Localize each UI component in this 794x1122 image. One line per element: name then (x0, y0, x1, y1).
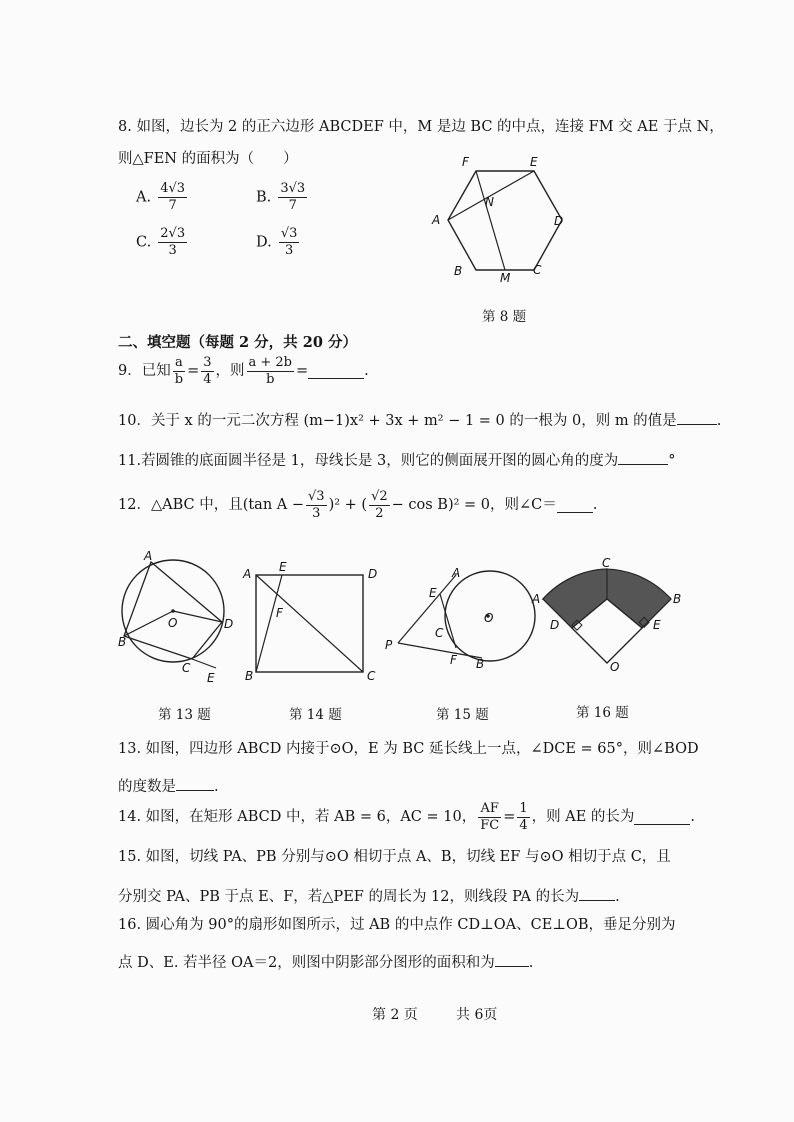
section-2-heading: 二、填空题（每题 2 分，共 20 分） (118, 334, 357, 351)
fig8-caption: 第 8 题 (482, 309, 527, 325)
pt-F: F (276, 606, 283, 620)
segment-be (256, 575, 282, 672)
fig14-rectangle (238, 558, 388, 688)
q12-answer-blank[interactable] (557, 511, 593, 513)
q10: 10．关于 x 的一元二次方程 (m−1)x² + 3x + m² − 1 = 0 的一根为 0，则 m 的值是 . (118, 413, 722, 429)
q10-answer-blank[interactable] (677, 423, 717, 425)
q16-answer-blank[interactable] (495, 965, 529, 967)
fig15-tangents (380, 560, 540, 672)
pt-B: B (245, 669, 254, 683)
pt-D: D (550, 618, 560, 632)
pt-O: O (610, 660, 620, 674)
pt-B: B (454, 264, 463, 278)
q11-answer-blank[interactable] (618, 463, 668, 465)
pt-E: E (207, 671, 215, 685)
fig14-caption: 第 14 题 (289, 707, 342, 723)
pt-B: B (673, 592, 682, 606)
pt-P: P (385, 638, 393, 652)
pt-C: C (367, 669, 376, 683)
fig16-sector (530, 555, 690, 680)
q8-line1: 8. 如图，边长为 2 的正六边形 ABCDEF 中，M 是边 BC 的中点，连接 FM 交 AE 于点 N， (118, 119, 724, 135)
diagonal-ac (256, 575, 363, 672)
pt-O: O (484, 611, 494, 625)
q15-answer-blank[interactable] (579, 899, 615, 901)
segment-ce (192, 659, 216, 668)
q14-answer-blank[interactable] (634, 823, 690, 825)
pt-A: A (144, 549, 153, 563)
hexagon-shape (448, 171, 562, 270)
q13-answer-blank[interactable] (176, 789, 214, 791)
q15-line2: 分别交 PA、PB 于点 E、F，若△PEF 的周长为 12，则线段 PA 的长为 . (118, 889, 620, 905)
fig13-circle (110, 548, 240, 688)
q8-option-c: C. $\frac{2√3}{3}$ (136, 226, 186, 258)
pt-A: A (452, 566, 461, 580)
pt-D: D (554, 214, 564, 228)
pt-B: B (118, 635, 127, 649)
pt-B: B (476, 657, 485, 671)
pt-A: A (432, 213, 441, 227)
q16-line2: 点 D、E. 若半径 OA＝2，则图中阴影部分图形的面积和为 . (118, 955, 534, 971)
pt-F: F (462, 155, 469, 169)
pt-D: D (224, 617, 234, 631)
pt-C: C (602, 556, 611, 570)
pt-N: N (485, 195, 494, 209)
q9-answer-blank[interactable] (308, 377, 364, 379)
footer-total-pages: 共 6页 (456, 1007, 498, 1023)
q15-line1: 15. 如图，切线 PA、PB 分别与⊙O 相切于点 A、B，切线 EF 与⊙O 相切于点 C，且 (118, 849, 671, 865)
pt-C: C (182, 661, 191, 675)
fig8-hexagon (420, 150, 590, 285)
q8-option-d: D. $\frac{√3}{3}$ (256, 226, 298, 258)
pt-C: C (435, 626, 444, 640)
pt-A: A (532, 592, 541, 606)
pt-A: A (243, 567, 252, 581)
tangent-pb (398, 643, 482, 658)
fig16-caption: 第 16 题 (576, 705, 629, 721)
fig15-caption: 第 15 题 (436, 707, 489, 723)
pt-E: E (429, 586, 437, 600)
q8-option-b: B. $\frac{3√3}{7}$ (256, 181, 306, 213)
footer-page-number: 第 2 页 (372, 1007, 418, 1023)
segment-fm (476, 171, 505, 270)
pt-E: E (530, 155, 538, 169)
pt-F: F (450, 653, 457, 667)
fig13-caption: 第 13 题 (158, 707, 211, 723)
pt-D: D (368, 567, 378, 581)
pt-O: O (168, 616, 178, 630)
tangent-pa (398, 575, 456, 643)
q8-line2: 则△FEN 的面积为（ ） (118, 151, 298, 167)
q14: 14. 如图，在矩形 ABCD 中，若 AB = 6，AC = 10， $\frac{AF}{FC}$ = $\frac{1}{4}$ ，则 AE 的长为 . (118, 801, 696, 833)
q9: 9．已知 $\frac{a}{b}$ = $\frac{3}{4}$ ，则 $\frac{a + 2b}{b}$ = . (118, 355, 369, 387)
pt-M: M (500, 271, 511, 285)
q13-line1: 13. 如图，四边形 ABCD 内接于⊙O，E 为 BC 延长线上一点，∠DCE = 65°，则∠BOD (118, 741, 699, 757)
q8-option-a: A. $\frac{4√3}{7}$ (136, 181, 186, 213)
pt-C: C (533, 263, 542, 277)
q16-line1: 16. 圆心角为 90°的扇形如图所示，过 AB 的中点作 CD⊥OA、CE⊥OB，垂足分别为 (118, 917, 676, 933)
q13-line2: 的度数是 . (118, 779, 219, 795)
q11: 11.若圆锥的底面圆半径是 1，母线长是 3，则它的侧面展开图的圆心角的度为 ° (118, 453, 676, 469)
q12: 12．△ABC 中，且 (tan A − $\frac{√3}{3}$ )² + ( $\frac{√2}{2}$ − cos B)² = 0，则∠C＝ . (118, 489, 598, 521)
pt-E: E (653, 618, 661, 632)
pt-E: E (279, 560, 287, 574)
